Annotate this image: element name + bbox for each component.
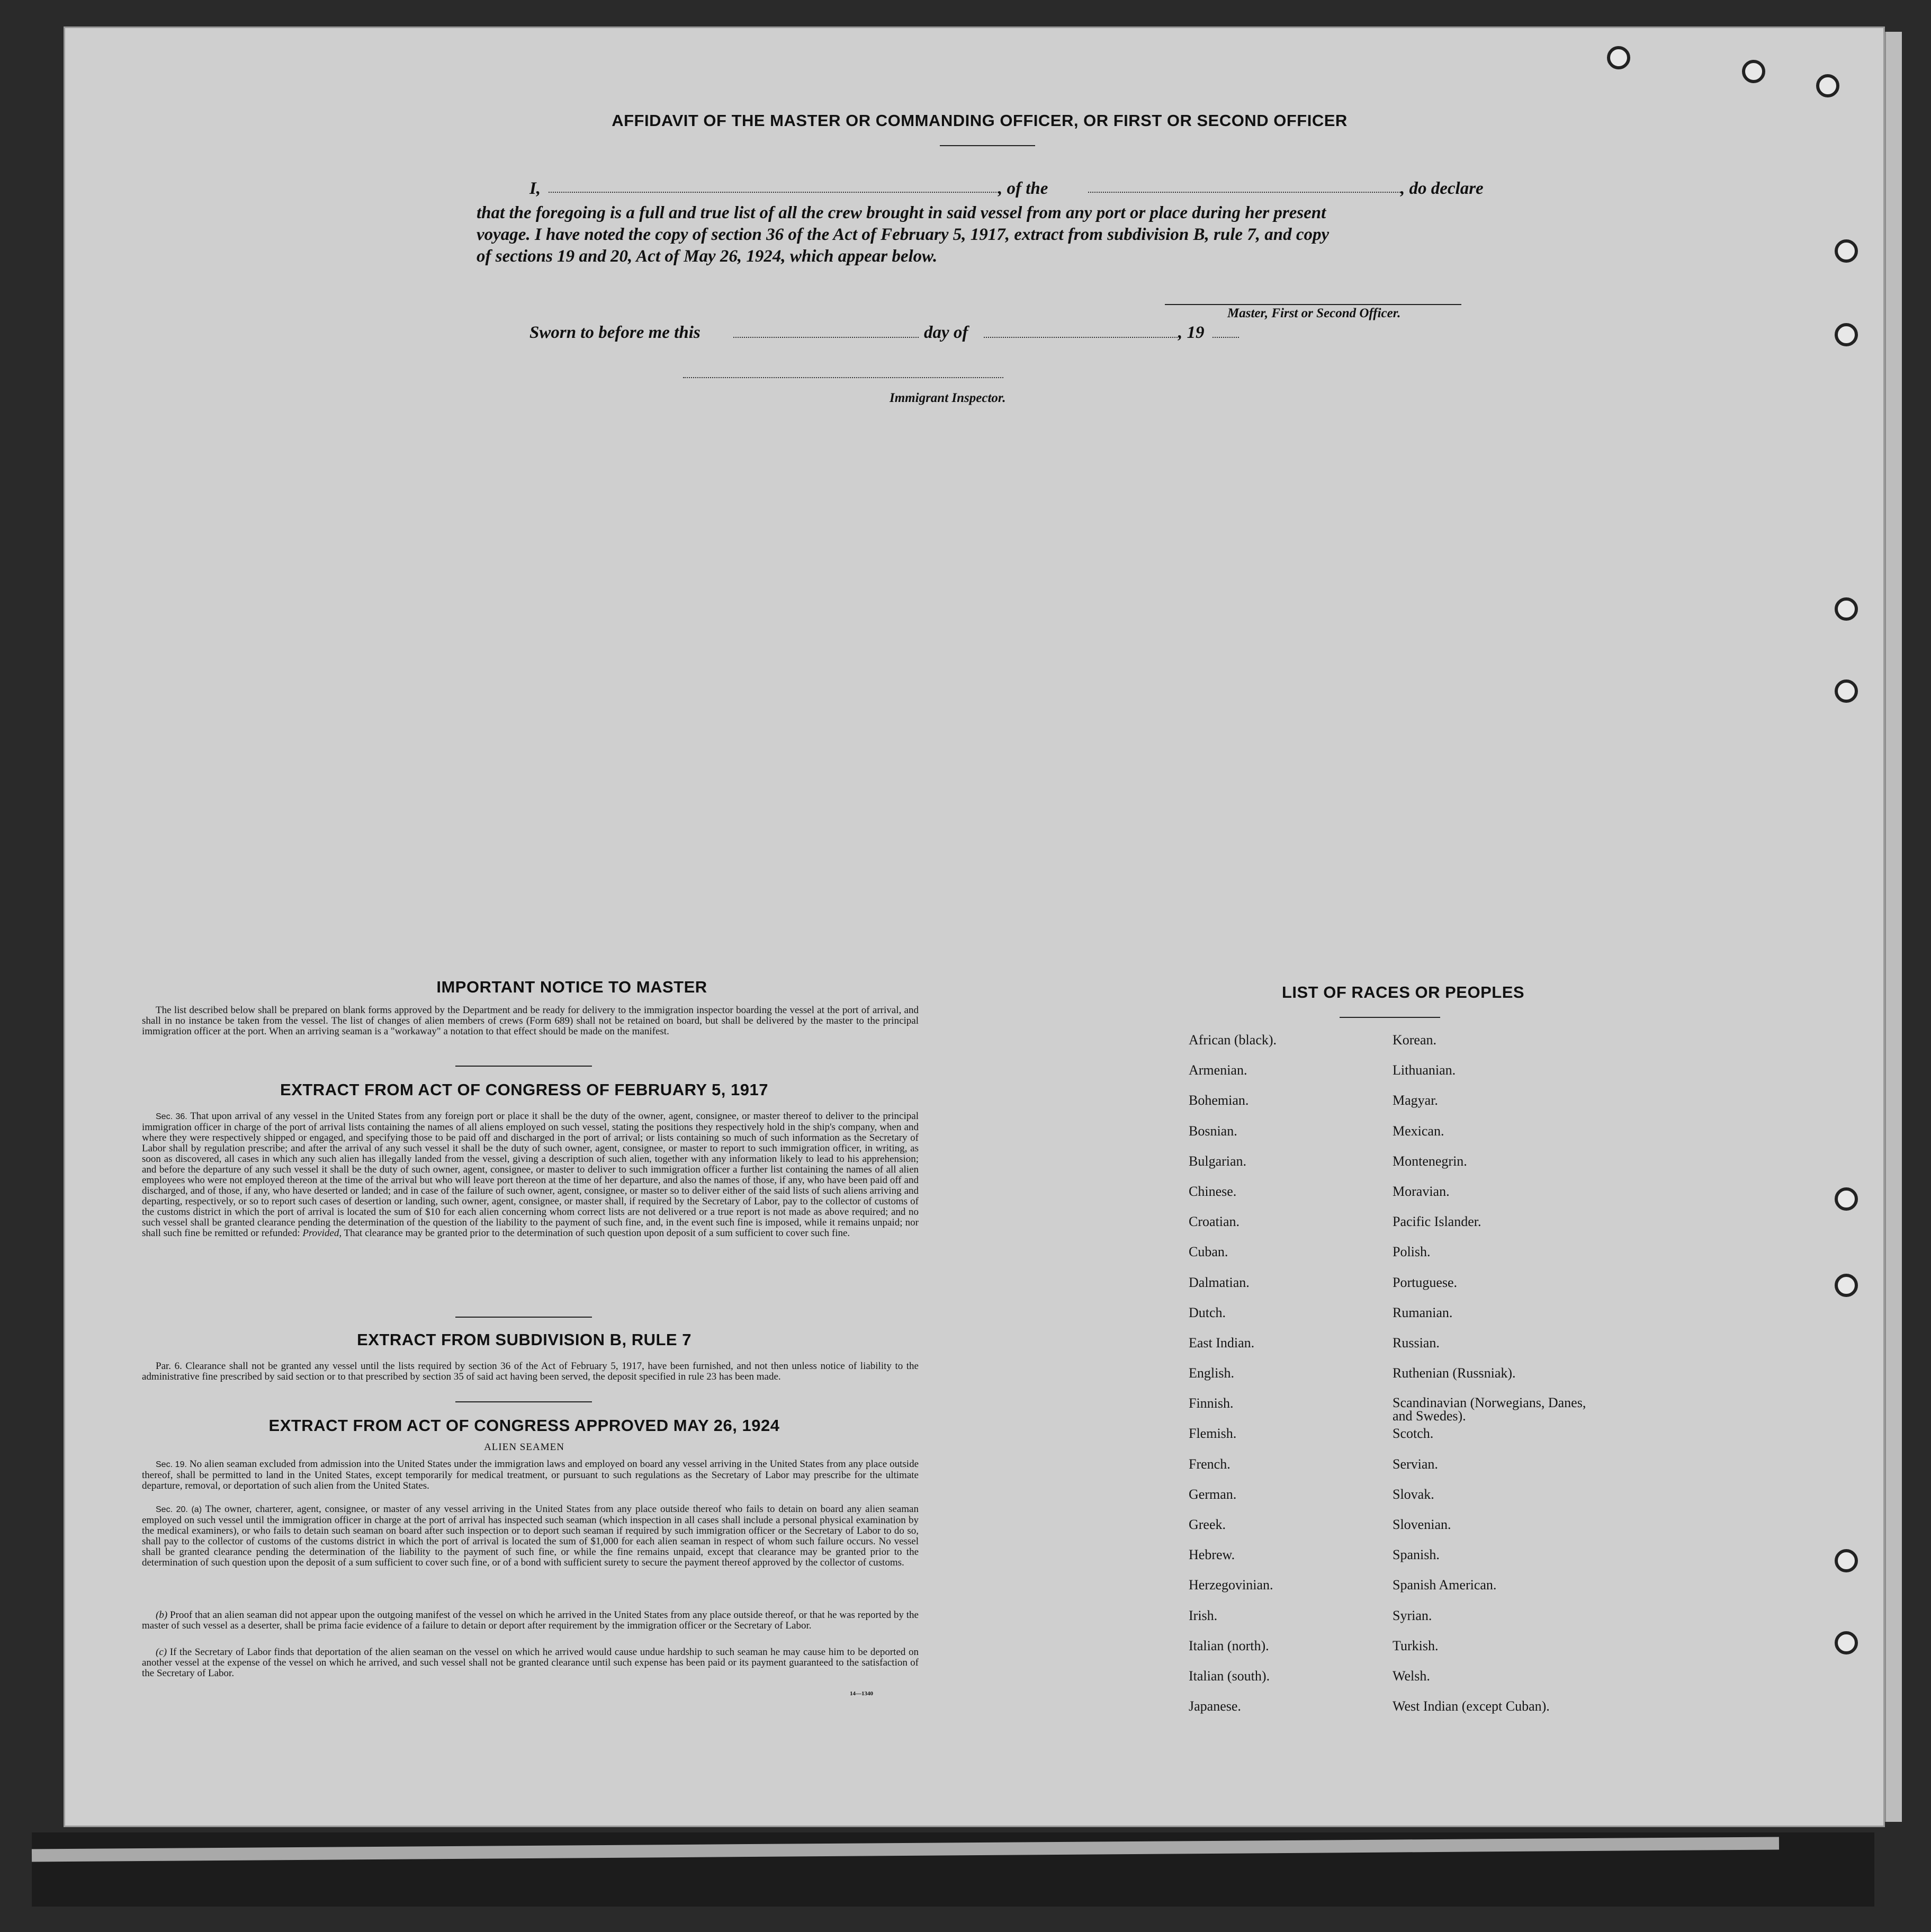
race-item: Greek.: [1189, 1517, 1226, 1532]
race-item: Bulgarian.: [1189, 1153, 1247, 1169]
race-item: English.: [1189, 1365, 1234, 1381]
binder-hole: [1742, 60, 1765, 83]
binder-hole: [1835, 1187, 1858, 1211]
race-item: Russian.: [1393, 1335, 1440, 1350]
race-item: African (black).: [1189, 1032, 1277, 1048]
alien-seamen-subtitle: ALIEN SEAMEN: [484, 1442, 564, 1453]
race-item: East Indian.: [1189, 1335, 1255, 1350]
binder-hole: [1835, 1631, 1858, 1654]
vessel-blank: [1088, 192, 1400, 193]
races-title-rule: [1340, 1017, 1440, 1018]
sec-20b-text: [142, 1610, 919, 1631]
race-item: Welsh.: [1393, 1668, 1430, 1684]
sec-20b-label: (b): [156, 1609, 168, 1621]
sec-19-body: No alien seaman excluded from admission into the United States under the immigration laws and employed on board any vessel arriving in the United States from any place outside thereof, shall be permitted to land in the United States, except temporarily for medical treatment, or pursuant to such regulations as the Secretary of Labor may prescribe for the ultimate departure, removal, or deportation of such alien from the United States.: [142, 1459, 919, 1491]
sec-20a-text: [142, 1504, 919, 1568]
page-bottom-edge: [32, 1832, 1874, 1907]
sec-19-text: [142, 1459, 919, 1491]
race-item: Dutch.: [1189, 1304, 1226, 1320]
binder-hole: [1835, 323, 1858, 346]
title-rule: [940, 145, 1035, 146]
extract-1924-title: EXTRACT FROM ACT OF CONGRESS APPROVED MAY 26, 1924: [268, 1416, 780, 1435]
race-item: Mexican.: [1393, 1123, 1444, 1139]
sec-20c-label: (c): [156, 1647, 167, 1658]
sworn-year: , 19: [1178, 323, 1205, 342]
race-item: Turkish.: [1393, 1638, 1439, 1653]
affidavit-of-the: , of the: [998, 179, 1048, 198]
race-item: French.: [1189, 1456, 1231, 1472]
race-item: German.: [1189, 1486, 1237, 1502]
race-item: Moravian.: [1393, 1183, 1450, 1199]
race-item: Montenegrin.: [1393, 1153, 1467, 1169]
race-item: Dalmatian.: [1189, 1274, 1250, 1290]
race-item: Flemish.: [1189, 1426, 1237, 1442]
race-item: Italian (south).: [1189, 1668, 1270, 1684]
race-item: Magyar.: [1393, 1093, 1438, 1108]
affidavit-title: AFFIDAVIT OF THE MASTER OR COMMANDING OFFICER, OR FIRST OR SECOND OFFICER: [612, 111, 1348, 130]
form-number: 14—1340: [850, 1690, 873, 1697]
sworn-month-blank: [984, 337, 1180, 338]
binder-hole: [1835, 239, 1858, 263]
extract-1917-title: EXTRACT FROM ACT OF CONGRESS OF FEBRUARY 5, 1917: [280, 1080, 768, 1099]
race-item: West Indian (except Cuban).: [1393, 1698, 1550, 1714]
binder-hole: [1835, 1549, 1858, 1572]
provided-label: Provided,: [302, 1228, 342, 1239]
binder-hole: [1607, 46, 1630, 69]
sec-20c-body: If the Secretary of Labor finds that deportation of the alien seaman on the vessel on which he arrived would cause undue hardship to such seaman he may cause him to be deported on another vessel at the expense of the vessel on which he arrived, and such vessel shall not be granted clearance until such expense has been paid or its payment guaranteed to the satisfaction of the Secretary of Labor.: [142, 1647, 919, 1679]
sworn-prefix: Sworn to before me this: [529, 323, 700, 342]
sworn-year-blank: [1213, 337, 1239, 338]
race-item: Italian (north).: [1189, 1638, 1269, 1653]
rule-7-title: EXTRACT FROM SUBDIVISION B, RULE 7: [357, 1330, 691, 1349]
race-item: Syrian.: [1393, 1607, 1432, 1623]
race-item: Slovak.: [1393, 1486, 1434, 1502]
race-item: Rumanian.: [1393, 1304, 1453, 1320]
extract-1917-text: [142, 1111, 919, 1239]
sec-19-label: Sec. 19.: [156, 1460, 187, 1469]
binder-hole: [1835, 1274, 1858, 1297]
race-item: Croatian.: [1189, 1214, 1240, 1230]
race-item: Scandinavian (Norwegians, Danes, and Swedes).: [1393, 1395, 1586, 1424]
notice-text: The list described below shall be prepared on blank forms approved by the Department and be ready for delivery to the immigration inspector boarding the vessel at the port of arrival, and shall in no instance be taken from the vessel. The list of changes of alien members of crews (Form 689) shall not be retained on board, but shall be delivered by the master to the principal immigration officer at the port. When an arriving seaman is a "workaway" a notation to that effect should be made on the manifest.: [142, 1005, 919, 1037]
section-rule: [455, 1066, 592, 1067]
race-item: Herzegovinian.: [1189, 1577, 1273, 1593]
race-item: Scotch.: [1393, 1426, 1434, 1442]
race-item: Cuban.: [1189, 1244, 1228, 1260]
race-item: Ruthenian (Russniak).: [1393, 1365, 1516, 1381]
affidavit-declare: , do declare: [1400, 179, 1484, 198]
affidavit-line-i: I,: [529, 179, 541, 198]
race-item: Lithuanian.: [1393, 1062, 1456, 1078]
race-item: Chinese.: [1189, 1183, 1237, 1199]
name-blank: [549, 192, 999, 193]
binder-hole: [1835, 597, 1858, 621]
sec-36-text: That upon arrival of any vessel in the United States from any foreign port or place it shall be the duty of the owner, agent, consignee, or master thereof to deliver to the principal immigration officer in charge of the port of arrival lists containing the names of all aliens employed on such vessel, stating the positions they respectively hold in the ship's company, when and where they were respectively shipped or engaged, and specifying those to be paid off and discharged in the port of arrival; or lists containing so much of such information as the Secretary of Labor shall by regulation prescribe; and after the arrival of any such vessel it shall be the duty of such owner, agent, consignee, or master to report to such immigration officer, in writing, as soon as discovered, all cases in which any such alien has illegally landed from the vessel, giving a description of such alien, together with any information likely to lead to his apprehension; and before the departure of any such vessel it shall be the duty of such owner, agent, consignee, or master to deliver to such immigration officer a further list containing the names of all alien employees who were not employed thereon at the time of the arrival but who will leave port thereon at the time of her departure, and also the names of those, if any, who have been paid off and discharged, and of those, if any, who have deserted or landed; and in case of the failure of such owner, agent, consignee, or master so to deliver either of the said lists of such aliens arriving and departing, respectively, or so to report such cases of desertion or landing, such owner, agent, consignee, or master shall, if required by the Secretary of Labor, pay to the collector of customs of the customs district in which the port of arrival is located the sum of $10 for each alien concerning whom correct lists are not delivered or a true report is not made as above required; and no such vessel shall be granted clearance pending the determination of the question of the liability to the payment of such fine, and, in the event such fine is imposed, while it remains unpaid; nor shall such fine be remitted or refunded:: [142, 1111, 919, 1239]
affidavit-line-2: that the foregoing is a full and true list of all the crew brought in said vessel from any port or place during her present: [477, 203, 1326, 222]
race-item: Spanish.: [1393, 1547, 1440, 1563]
sworn-day-of: day of: [924, 323, 968, 342]
binder-hole: [1816, 74, 1839, 97]
inspector-label: Immigrant Inspector.: [890, 391, 1006, 405]
sec-20b-body: Proof that an alien seaman did not appear upon the outgoing manifest of the vessel on which he arrived in the United States from any place outside thereof, or that he was reported by the master of such vessel as a deserter, shall be prima facie evidence of a failure to detain or deport after requirement by the immigration officer or the Secretary of Labor.: [142, 1609, 919, 1631]
race-item: Korean.: [1393, 1032, 1437, 1048]
sec-20-label: Sec. 20. (a): [156, 1505, 202, 1514]
sec-20a-body: The owner, charterer, agent, consignee, or master of any vessel arriving in the United States from any place outside thereof who fails to detain on board any alien seaman employed on such vessel until the immigration officer in charge at the port of arrival has inspected such seaman (which inspection in all cases shall include a personal physical examination by the medical examiners), or who fails to detain such seaman on board after such inspection or to deport such seaman if required by such immigration officer or the Secretary of Labor to do so, shall pay to the collector of customs of the customs district in which the port of arrival is located the sum of $1,000 for each alien seaman in respect of whom such failure occurs. No vessel shall be granted clearance pending the determination of the liability to the payment of such fine, or while the fine remains unpaid, except that clearance may be granted prior to the determination of such question upon the deposit of a sum sufficient to cover such fine, or of a bond with sufficient surety to secure the payment thereof approved by the collector of customs.: [142, 1504, 919, 1568]
race-item: Bosnian.: [1189, 1123, 1237, 1139]
race-item: Bohemian.: [1189, 1093, 1249, 1108]
sworn-day-blank: [733, 337, 919, 338]
race-item: Slovenian.: [1393, 1517, 1451, 1532]
notice-title: IMPORTANT NOTICE TO MASTER: [436, 978, 707, 996]
affidavit-line-4: of sections 19 and 20, Act of May 26, 1924, which appear below.: [477, 247, 938, 266]
master-signature-line: [1165, 304, 1461, 305]
race-item: Japanese.: [1189, 1698, 1241, 1714]
race-item: Portuguese.: [1393, 1274, 1458, 1290]
race-item: Finnish.: [1189, 1396, 1234, 1411]
rule-7-text: Par. 6. Clearance shall not be granted any vessel until the lists required by section 36 of the Act of February 5, 1917, have been furnished, and not then unless notice of liability to the administrative fine prescribed by said section or to that prescribed by section 35 of said act having been served, the deposit specified in rule 23 has been made.: [142, 1361, 919, 1382]
race-item: Polish.: [1393, 1244, 1431, 1260]
race-item: Spanish American.: [1393, 1577, 1497, 1593]
master-label: Master, First or Second Officer.: [1227, 306, 1401, 320]
provided-text: That clearance may be granted prior to the determination of such question upon deposit of a sum sufficient to cover such fine.: [344, 1228, 850, 1239]
binder-hole: [1835, 679, 1858, 703]
inspector-signature-line: [683, 377, 1003, 378]
race-item: Armenian.: [1189, 1062, 1247, 1078]
race-item: Pacific Islander.: [1393, 1214, 1481, 1230]
sec-20c-text: [142, 1647, 919, 1679]
affidavit-line-3: voyage. I have noted the copy of section 36 of the Act of February 5, 1917, extract from subdivision B, rule 7, and copy: [477, 225, 1330, 244]
page-edge: [1885, 32, 1902, 1822]
sec-36-label: Sec. 36.: [156, 1112, 187, 1121]
races-list-right: [1393, 1033, 1636, 1729]
race-item: Hebrew.: [1189, 1547, 1235, 1563]
races-title: LIST OF RACES OR PEOPLES: [1281, 983, 1525, 1001]
race-item: Irish.: [1189, 1607, 1218, 1623]
race-item: Servian.: [1393, 1456, 1438, 1472]
section-rule: [455, 1317, 592, 1318]
section-rule: [455, 1401, 592, 1402]
